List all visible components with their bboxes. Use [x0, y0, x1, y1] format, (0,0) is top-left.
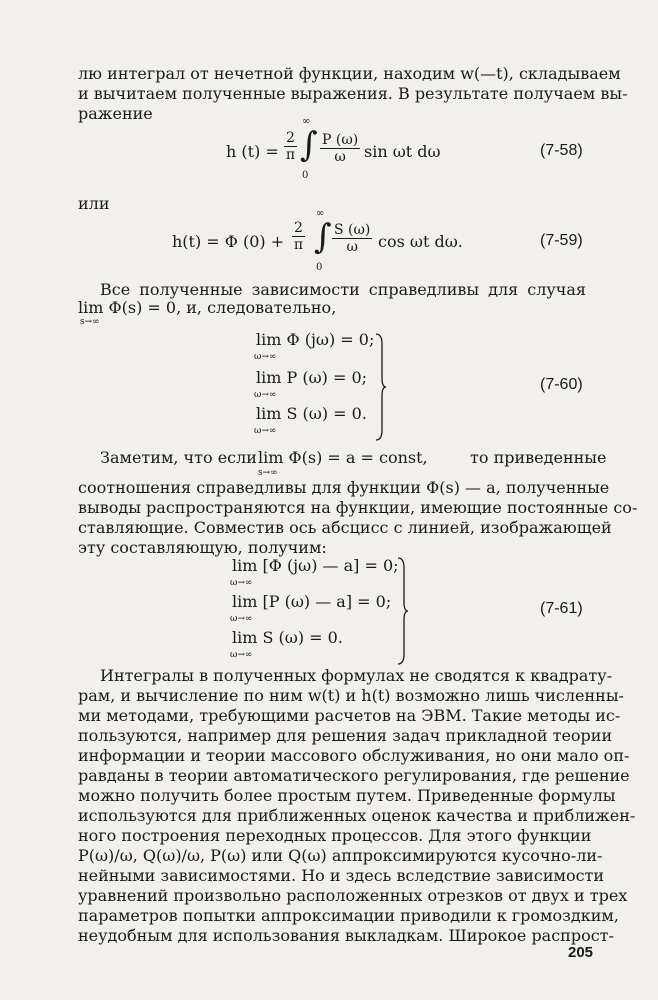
- eq759-lhs: h(t) = Φ (0) +: [172, 232, 285, 251]
- para4-line: нейными зависимостями. Но и здесь вследствие зависимости: [78, 866, 605, 885]
- para4-line: ми методами, требующими расчетов на ЭВМ. Такие методы ис-: [78, 706, 621, 725]
- right-brace-icon: [396, 556, 410, 666]
- eq758-coef: [284, 130, 297, 163]
- eq760-label: (7-60): [540, 376, 583, 393]
- or-word: или: [78, 194, 110, 213]
- para4-line: пользуются, например для решения задач прикладной теории: [78, 726, 613, 745]
- eq758-fraction-den: ω: [334, 149, 346, 165]
- eq760-row-2: lim P (ω) = 0;: [256, 368, 368, 387]
- eq759-fraction-den: ω: [346, 239, 358, 255]
- integral-sign: ∫: [314, 217, 332, 257]
- eq761-row-1: lim [Φ (jω) — a] = 0;: [232, 556, 399, 575]
- eq758-label: (7-58): [540, 142, 583, 159]
- eq760-row-3-sub: ω→∞: [254, 426, 277, 436]
- para4-line: уравнений произвольно расположенных отрезков от двух и трех: [78, 886, 628, 905]
- para3-line3: выводы распространяются на функции, имеющие постоянные со-: [78, 498, 638, 517]
- para1-line3: ражение: [78, 104, 153, 123]
- eq759-coef-num: 2: [294, 220, 303, 236]
- eq759-fraction: [332, 222, 372, 255]
- eq758-fraction-num: P (ω): [322, 132, 359, 148]
- para3-lim-subscript: s→∞: [258, 468, 278, 478]
- para1-line2: и вычитаем полученные выражения. В результате получаем вы-: [78, 84, 628, 103]
- eq761-row-1-sub: ω→∞: [230, 578, 253, 588]
- eq759-label: (7-59): [540, 232, 583, 249]
- para2-lim-subscript: s→∞: [80, 317, 100, 327]
- para3-line2: соотношения справедливы для функции Φ(s) — a, полученные: [78, 478, 610, 497]
- para3-line4: ставляющие. Совместив ось абсцисс с линией, изображающей: [78, 518, 612, 537]
- eq760-row-2-sub: ω→∞: [254, 390, 277, 400]
- page-number: 205: [568, 944, 594, 961]
- eq758-fraction: [320, 132, 360, 165]
- para4-line: можно получить более простым путем. Приведенные формулы: [78, 786, 616, 805]
- eq758-lower-limit: 0: [302, 170, 309, 181]
- para4-line: равданы в теории автоматического регулирования, где решение: [78, 766, 630, 785]
- eq760-row-1: lim Φ (jω) = 0;: [256, 330, 375, 349]
- eq758-upper-limit: ∞: [302, 116, 311, 127]
- eq758-coef-den: π: [285, 147, 296, 163]
- para4-line: ного построения переходных процессов. Для этого функции: [78, 826, 592, 845]
- para3-line5: эту составляющую, получим:: [78, 538, 327, 557]
- para1-line1: лю интеграл от нечетной функции, находим w(—t), складываем: [78, 64, 621, 83]
- eq761-row-2: lim [P (ω) — a] = 0;: [232, 592, 392, 611]
- right-brace-icon: [374, 332, 388, 442]
- eq761-row-3-sub: ω→∞: [230, 650, 253, 660]
- eq759-coef-den: π: [293, 237, 304, 253]
- para3-line1-c: то приведенные: [470, 448, 607, 467]
- para3-line1-a: Заметим, что если: [100, 448, 257, 467]
- eq760-row-1-sub: ω→∞: [254, 352, 277, 362]
- para2-line2: lim Φ(s) = 0, и, следовательно,: [78, 298, 337, 317]
- eq761-row-2-sub: ω→∞: [230, 614, 253, 624]
- eq759-lower-limit: 0: [316, 262, 323, 273]
- para2-line1: Все полученные зависимости справедливы для случая: [100, 280, 586, 299]
- para4-line: используются для приближенных оценок качества и приближен-: [78, 806, 636, 825]
- eq759-coef: [292, 220, 305, 253]
- para4-line: параметров попытки аппроксимации приводили к громоздким,: [78, 906, 619, 925]
- para4-line: Интегралы в полученных формулах не сводятся к квадрату-: [100, 666, 613, 685]
- eq759-fraction-num: S (ω): [334, 222, 371, 238]
- para4-line: рам, и вычисление по ним w(t) и h(t) возможно лишь численны-: [78, 686, 624, 705]
- eq758-coef-num: 2: [286, 130, 295, 146]
- para4-line: P(ω)/ω, Q(ω)/ω, P(ω) или Q(ω) аппроксимируются кусочно-ли-: [78, 846, 603, 865]
- eq759-upper-limit: ∞: [316, 208, 325, 219]
- eq758-lhs: h (t) =: [226, 142, 279, 161]
- eq761-label: (7-61): [540, 600, 583, 617]
- eq760-row-3: lim S (ω) = 0.: [256, 404, 367, 423]
- para4-line: информации и теории массового обслуживания, но они мало оп-: [78, 746, 630, 765]
- integral-sign: ∫: [300, 125, 318, 165]
- para3-line1-b: lim Φ(s) = a = const,: [258, 448, 428, 467]
- para4-line: неудобным для использования выкладкам. Широкое распрост-: [78, 926, 614, 945]
- eq758-tail: sin ωt dω: [364, 142, 441, 161]
- eq761-row-3: lim S (ω) = 0.: [232, 628, 343, 647]
- eq759-tail: cos ωt dω.: [378, 232, 463, 251]
